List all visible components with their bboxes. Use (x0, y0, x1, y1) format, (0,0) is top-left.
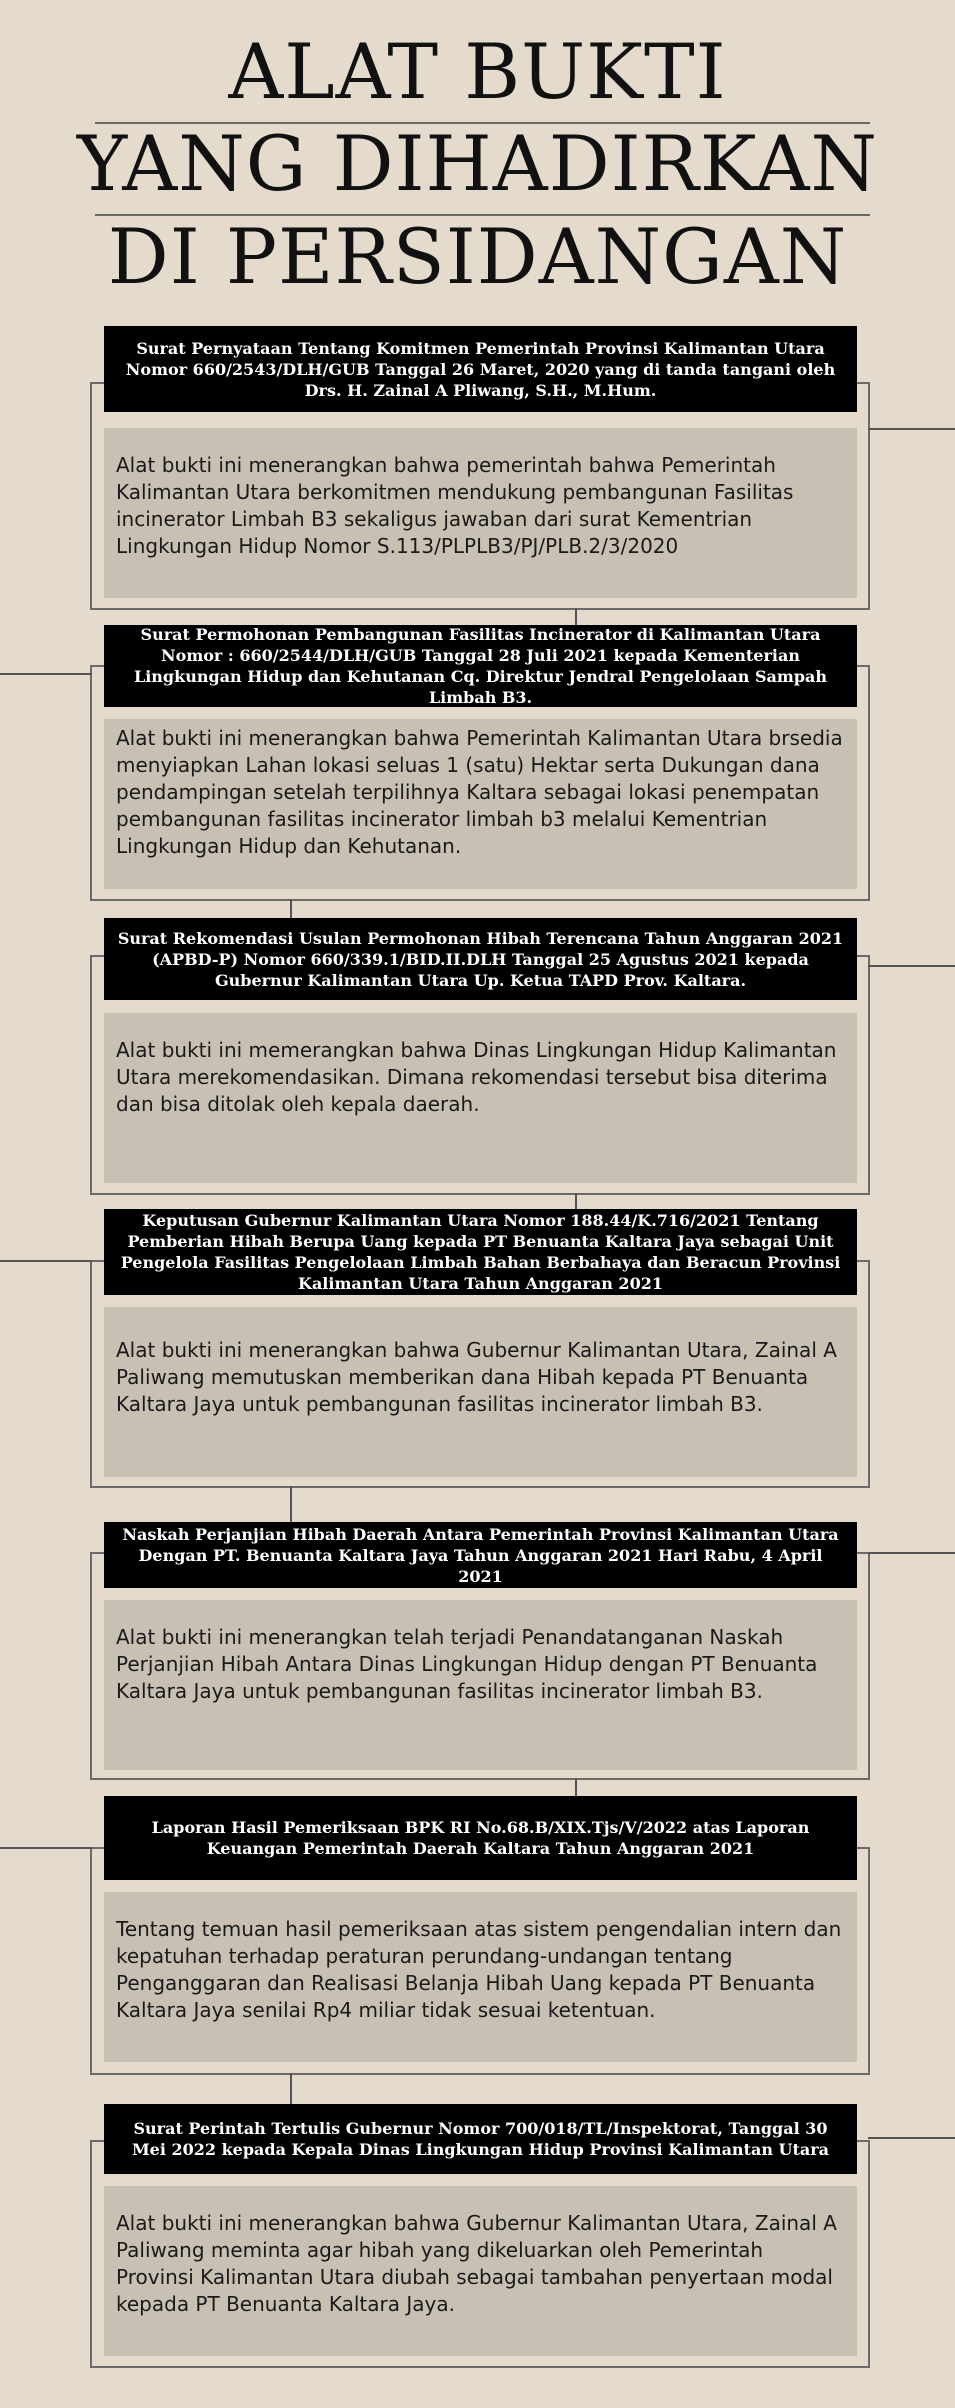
evidence-heading-1: Surat Pernyataan Tentang Komitmen Pemerintah Provinsi Kalimantan Utara Nomor 660/2543/DLH/GUB Tanggal 26 Maret, 2020 yang di tanda tangani oleh Drs. H. Zainal A Pliwang, S.H., M.Hum. (104, 326, 857, 412)
connector-line (0, 673, 92, 675)
page-title-line-3: DI PERSIDANGAN (107, 212, 848, 301)
evidence-description-6: Tentang temuan hasil pemeriksaan atas sistem pengendalian intern dan kepatuhan terhadap peraturan perundang-undangan tentang Penganggaran dan Realisasi Belanja Hibah Uang kepada PT Benuanta Kaltara Jaya senilai Rp4 miliar tidak sesuai ketentuan. (104, 1892, 857, 2062)
connector-line (290, 1486, 292, 1522)
page-title-line-1: ALAT BUKTI (228, 27, 727, 116)
connector-line (0, 1260, 92, 1262)
connector-line (290, 2073, 292, 2105)
evidence-heading-5: Naskah Perjanjian Hibah Daerah Antara Pemerintah Provinsi Kalimantan Utara Dengan PT. Benuanta Kaltara Jaya Tahun Anggaran 2021 Hari Rabu, 4 April 2021 (104, 1522, 857, 1588)
connector-line (868, 2137, 955, 2139)
connector-line (868, 1552, 955, 1554)
connector-line (868, 428, 955, 430)
evidence-heading-3: Surat Rekomendasi Usulan Permohonan Hibah Terencana Tahun Anggaran 2021 (APBD-P) Nomor 660/339.1/BID.II.DLH Tanggal 25 Agustus 2021 kepada Gubernur Kalimantan Utara Up. Ketua TAPD Prov. Kaltara. (104, 918, 857, 1000)
page-title-line-2: YANG DIHADIRKAN (77, 119, 878, 208)
evidence-description-1: Alat bukti ini menerangkan bahwa pemerintah bahwa Pemerintah Kalimantan Utara berkomitmen mendukung pembangunan Fasilitas incinerator Limbah B3 sekaligus jawaban dari surat Kementrian Lingkungan Hidup Nomor S.113/PLPLB3/PJ/PLB.2/3/2020 (104, 428, 857, 598)
connector-line (290, 899, 292, 919)
evidence-heading-6: Laporan Hasil Pemeriksaan BPK RI No.68.B/XIX.Tjs/V/2022 atas Laporan Keuangan Pemerintah Daerah Kaltara Tahun Anggaran 2021 (104, 1796, 857, 1880)
connector-line (0, 1847, 92, 1849)
evidence-description-3: Alat bukti ini memerangkan bahwa Dinas Lingkungan Hidup Kalimantan Utara merekomendasikan. Dimana rekomendasi tersebut bisa diterima dan bisa ditolak oleh kepala daerah. (104, 1013, 857, 1183)
connector-line (575, 1778, 577, 1796)
connector-line (868, 965, 955, 967)
evidence-description-5: Alat bukti ini menerangkan telah terjadi Penandatanganan Naskah Perjanjian Hibah Antara Dinas Lingkungan Hidup dengan PT Benuanta Kaltara Jaya untuk pembangunan fasilitas incinerator limbah B3. (104, 1600, 857, 1770)
evidence-heading-7: Surat Perintah Tertulis Gubernur Nomor 700/018/TL/Inspektorat, Tanggal 30 Mei 2022 kepada Kepala Dinas Lingkungan Hidup Provinsi Kalimantan Utara (104, 2104, 857, 2174)
evidence-description-2: Alat bukti ini menerangkan bahwa Pemerintah Kalimantan Utara brsedia menyiapkan Lahan lokasi seluas 1 (satu) Hektar serta Dukungan dana pendampingan setelah terpilihnya Kaltara sebagai lokasi penempatan pembangunan fasilitas incinerator limbah b3 melalui Kementrian Lingkungan Hidup dan Kehutanan. (104, 719, 857, 889)
evidence-heading-2: Surat Permohonan Pembangunan Fasilitas Incinerator di Kalimantan Utara Nomor : 660/2544/DLH/GUB Tanggal 28 Juli 2021 kepada Kementerian Lingkungan Hidup dan Kehutanan Cq. Direktur Jendral Pengelolaan Sampah Limbah B3. (104, 625, 857, 707)
evidence-heading-4: Keputusan Gubernur Kalimantan Utara Nomor 188.44/K.716/2021 Tentang Pemberian Hibah Berupa Uang kepada PT Benuanta Kaltara Jaya sebagai Unit Pengelola Fasilitas Pengelolaan Limbah Bahan Berbahaya dan Beracun Provinsi Kalimantan Utara Tahun Anggaran 2021 (104, 1209, 857, 1295)
evidence-description-7: Alat bukti ini menerangkan bahwa Gubernur Kalimantan Utara, Zainal A Paliwang meminta agar hibah yang dikeluarkan oleh Pemerintah Provinsi Kalimantan Utara diubah sebagai tambahan penyertaan modal kepada PT Benuanta Kaltara Jaya. (104, 2186, 857, 2356)
evidence-description-4: Alat bukti ini menerangkan bahwa Gubernur Kalimantan Utara, Zainal A Paliwang memutuskan memberikan dana Hibah kepada PT Benuanta Kaltara Jaya untuk pembangunan fasilitas incinerator limbah B3. (104, 1307, 857, 1477)
